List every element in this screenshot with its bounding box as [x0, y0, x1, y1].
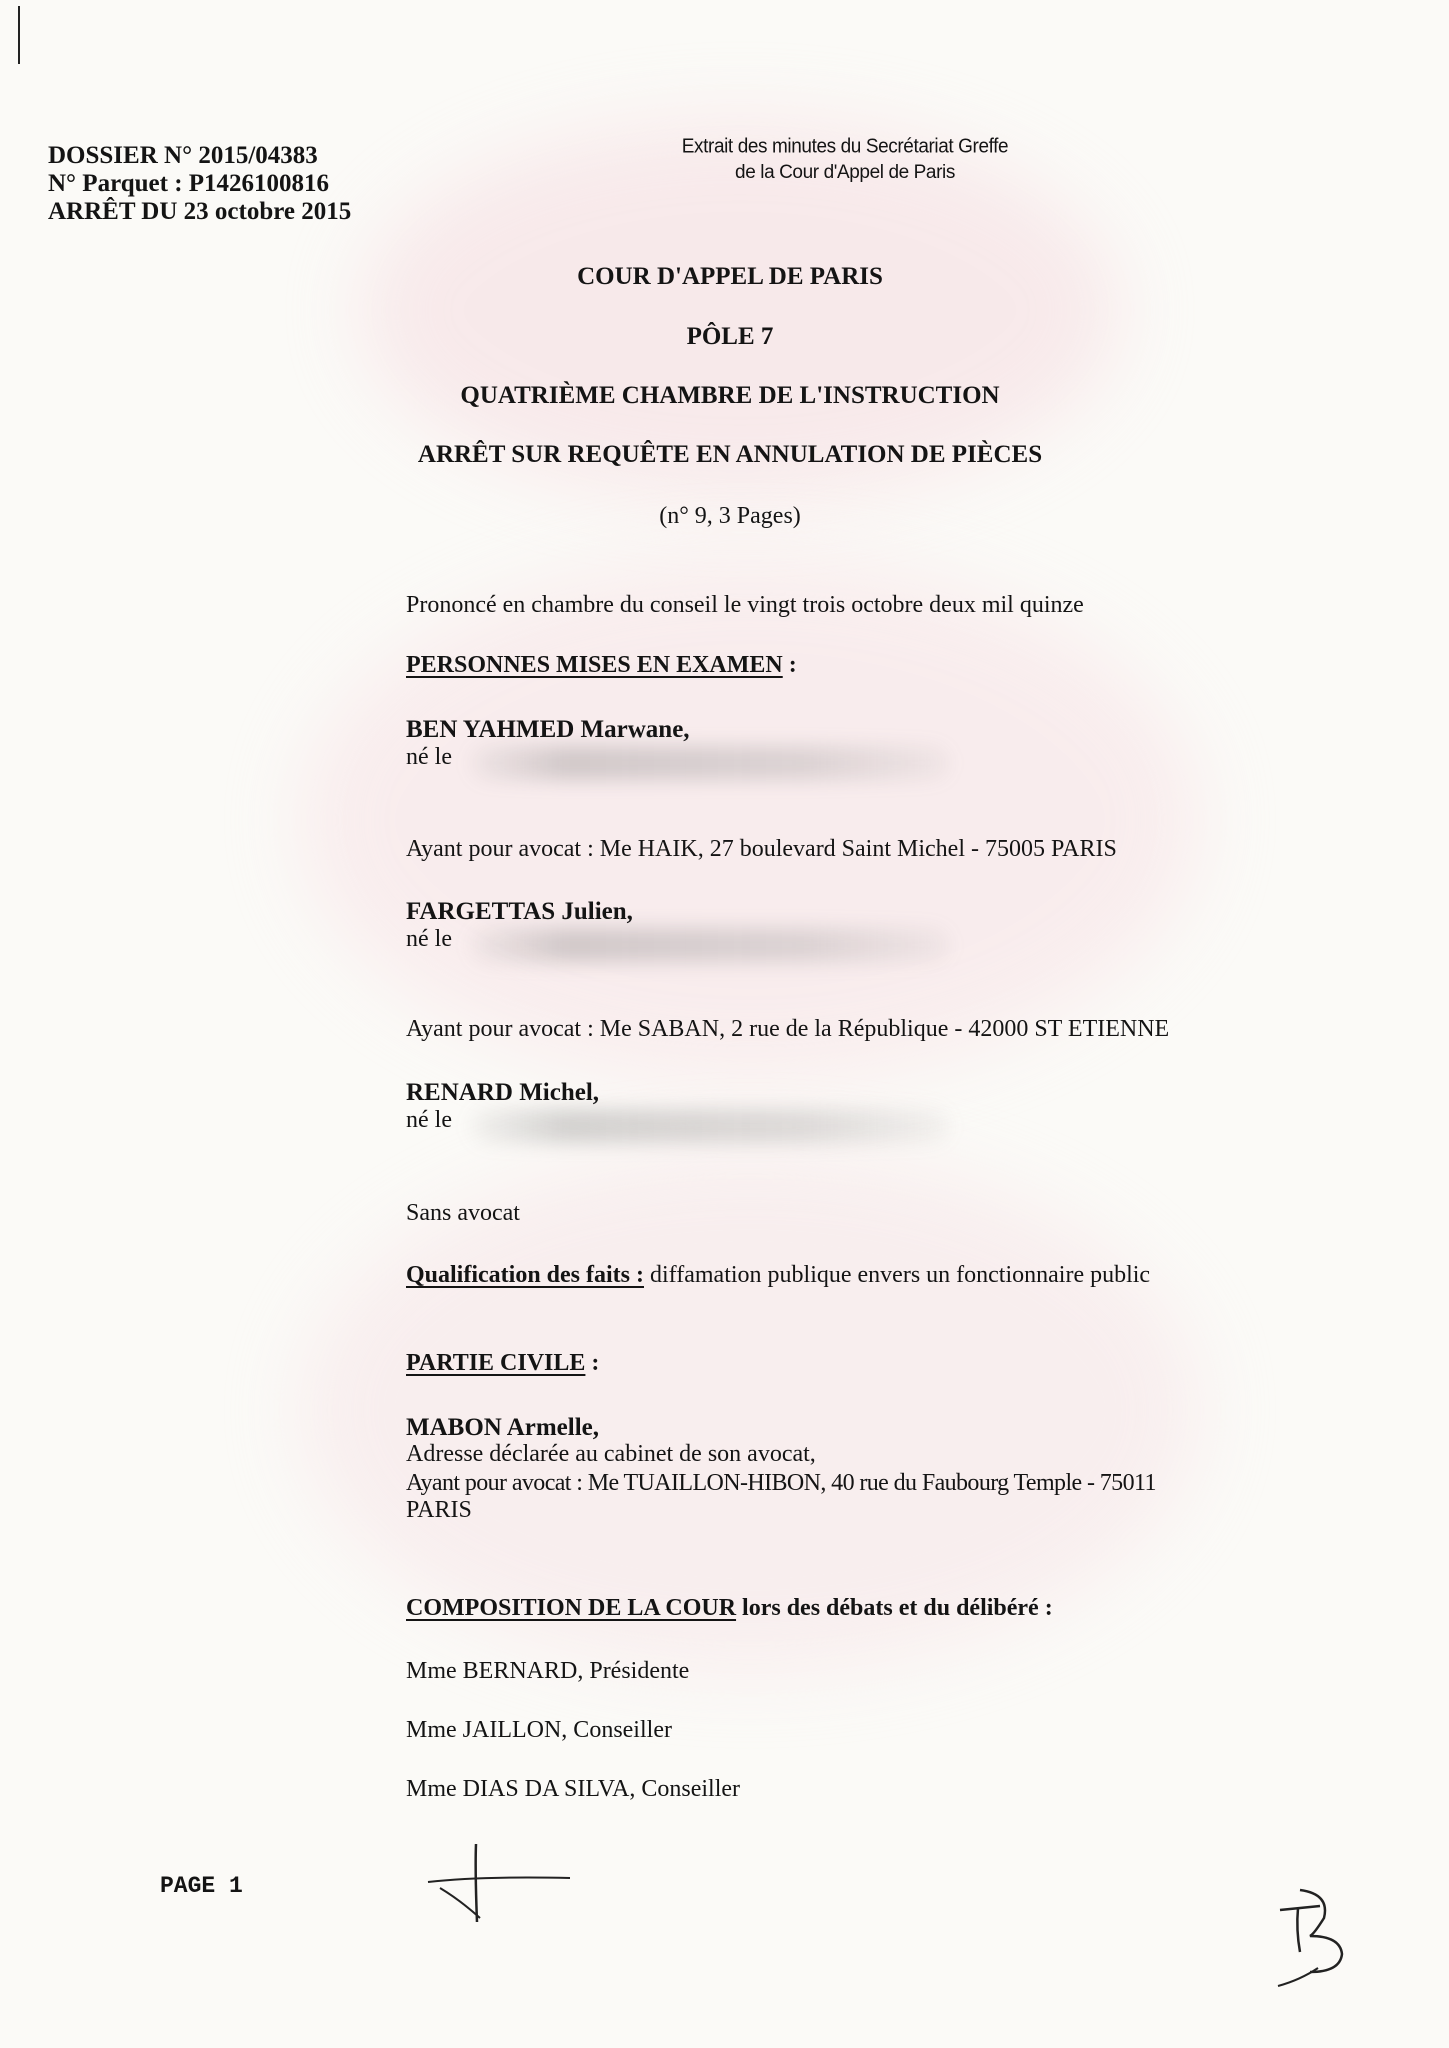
- stamp-line-1: Extrait des minutes du Secrétariat Greffe: [681, 135, 1009, 158]
- person-name: RENARD Michel,: [406, 1079, 600, 1106]
- redacted-birth-info: [470, 1109, 950, 1143]
- composition-heading: [406, 1595, 1053, 1622]
- dossier-number: DOSSIER N° 2015/04383: [48, 142, 318, 169]
- person-lawyer: Ayant pour avocat : Me SABAN, 2 rue de la République - 42000 ST ETIENNE: [406, 1016, 1170, 1042]
- persons-heading: [406, 652, 797, 679]
- parquet-number: N° Parquet : P1426100816: [48, 170, 330, 197]
- scan-edge-mark: [18, 6, 20, 64]
- person-birth: né le: [406, 744, 452, 770]
- persons-heading-text: PERSONNES MISES EN EXAMEN: [406, 652, 783, 678]
- registry-stamp: [610, 134, 1080, 186]
- person-birth: né le: [406, 1107, 452, 1133]
- civil-party-lawyer: Ayant pour avocat : Me TUAILLON-HIBON, 40 rue du Faubourg Temple - 75011: [406, 1470, 1156, 1496]
- ink-bleed: [300, 560, 1200, 1080]
- page-count: (n° 9, 3 Pages): [659, 503, 801, 529]
- persons-heading-colon: :: [782, 652, 797, 678]
- arret-date: ARRÊT DU 23 octobre 2015: [48, 198, 352, 225]
- court-member: Mme BERNARD, Présidente: [406, 1658, 690, 1684]
- court-member: Mme DIAS DA SILVA, Conseiller: [406, 1776, 741, 1802]
- person-name: BEN YAHMED Marwane,: [406, 716, 690, 743]
- civil-party-heading: [406, 1350, 599, 1377]
- person-lawyer: Ayant pour avocat : Me HAIK, 27 boulevard Saint Michel - 75005 PARIS: [406, 836, 1117, 862]
- composition-heading-rest: lors des débats et du délibéré :: [736, 1595, 1053, 1621]
- stamp-line-2: de la Cour d'Appel de Paris: [735, 162, 955, 183]
- page-number: PAGE 1: [160, 1873, 243, 1899]
- decision-type: ARRÊT SUR REQUÊTE EN ANNULATION DE PIÈCES: [417, 441, 1043, 468]
- court-chamber: QUATRIÈME CHAMBRE DE L'INSTRUCTION: [460, 382, 1000, 409]
- pronounced-statement: Prononcé en chambre du conseil le vingt trois octobre deux mil quinze: [406, 592, 1084, 618]
- redacted-birth-info: [470, 928, 950, 962]
- person-lawyer: Sans avocat: [406, 1200, 520, 1226]
- qualification-line: [406, 1262, 1150, 1289]
- ink-bleed: [300, 1150, 1200, 1670]
- qualification-label: Qualification des faits :: [406, 1262, 644, 1288]
- person-name: FARGETTAS Julien,: [406, 898, 633, 925]
- court-pole: PÔLE 7: [686, 323, 774, 350]
- court-member: Mme JAILLON, Conseiller: [406, 1717, 672, 1743]
- redacted-birth-info: [470, 746, 950, 780]
- civil-party-heading-colon: :: [585, 1350, 600, 1376]
- case-reference-block: [48, 142, 351, 226]
- qualification-value: diffamation publique envers un fonctionnaire public: [644, 1262, 1151, 1288]
- civil-party-heading-text: PARTIE CIVILE: [406, 1350, 586, 1376]
- civil-party-name: MABON Armelle,: [406, 1414, 600, 1441]
- court-name: COUR D'APPEL DE PARIS: [577, 263, 883, 290]
- composition-heading-text: COMPOSITION DE LA COUR: [406, 1595, 737, 1621]
- person-birth: né le: [406, 926, 452, 952]
- civil-party-address: Adresse déclarée au cabinet de son avocat,: [406, 1441, 816, 1467]
- signature-initial-right: [1270, 1880, 1390, 1990]
- civil-party-lawyer-city: PARIS: [406, 1497, 472, 1523]
- signature-initial-left: [420, 1840, 580, 1930]
